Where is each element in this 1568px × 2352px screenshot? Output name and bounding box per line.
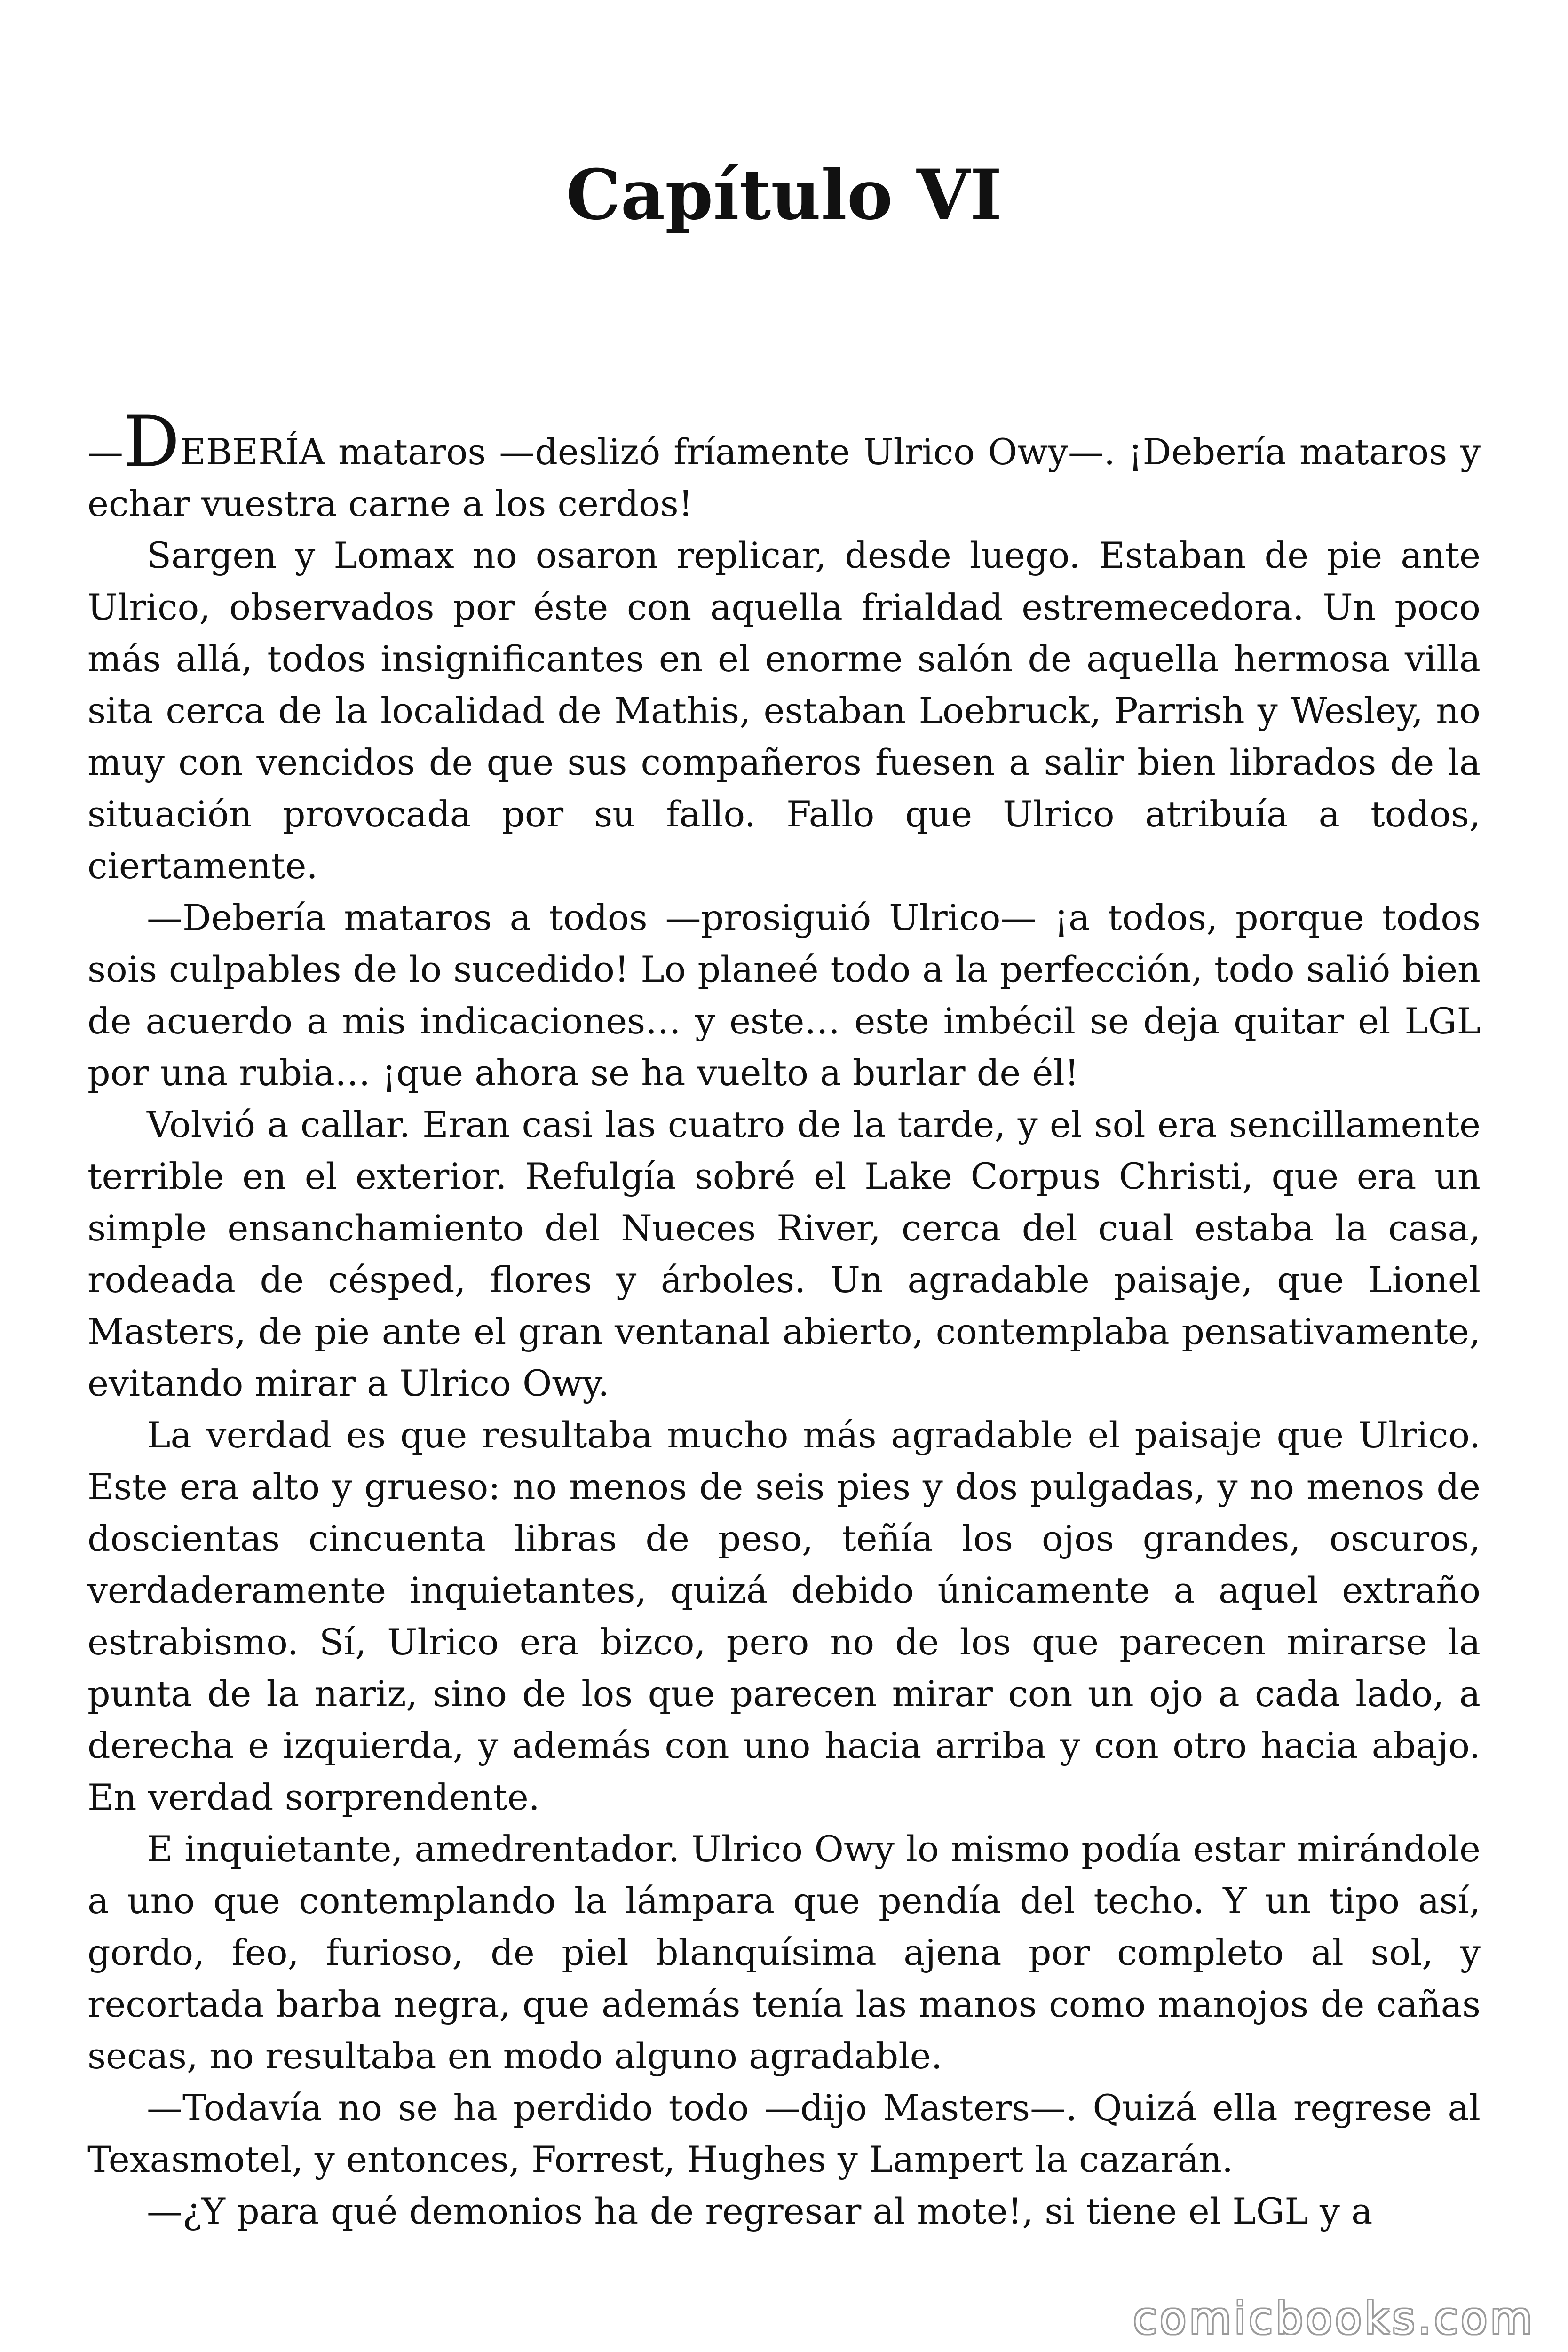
chapter-title: Capítulo VI [566, 155, 1002, 235]
opening-dash: — [87, 431, 123, 473]
opening-paragraph [87, 401, 1481, 530]
paragraph: E inquietante, amedrentador. Ulrico Owy lo mismo podía estar mirándole a uno que contemplando la lámpara que pendía del techo. Y un tipo así, gordo, feo, furioso, de piel blanquísima ajena por completo al sol, y recortada barba negra, que además tenía las manos como manojos de cañas secas, no resultaba en modo alguno agradable. [87, 1828, 1481, 2077]
watermark: comicbooks.com [1133, 2293, 1535, 2344]
paragraph: Volvió a callar. Eran casi las cuatro de la tarde, y el sol era sencillamente terrible en el exterior. Refulgía sobré el Lake Corpus Christi, que era un simple ensanchamiento del Nueces River, cerca del cual estaba la casa, rodeada de césped, flores y árboles. Un agradable paisaje, que Lionel Masters, de pie ante el gran ventanal abierto, contemplaba pensativamente, evitando mirar a Ulrico Owy. [87, 1104, 1481, 1404]
paragraph: Sargen y Lomax no osaron replicar, desde luego. Estaban de pie ante Ulrico, observados por éste con aquella frialdad estremecedora. Un poco más allá, todos insignificantes en el enorme salón de aquella hermosa villa sita cerca de la localidad de Mathis, estaban Loebruck, Parrish y Wesley, no muy con vencidos de que sus compañeros fuesen a salir bien librados de la situación provocada por su fallo. Fallo que Ulrico atribuía a todos, ciertamente. [87, 534, 1481, 887]
opening-smallcaps: EBERÍA [180, 431, 325, 473]
paragraph: La verdad es que resultaba mucho más agradable el paisaje que Ulrico. Este era alto y grueso: no menos de seis pies y dos pulgadas, y no menos de doscientas cincuenta libras de peso, teñía los ojos grandes, oscuros, verdaderamente inquietantes, quizá debido únicamente a aquel extraño estrabismo. Sí, Ulrico era bizco, pero no de los que parecen mirarse la punta de la nariz, sino de los que parecen mirar con un ojo a cada lado, a derecha e izquierda, y además con uno hacia arriba y con otro hacia abajo. En verdad sorprendente. [87, 1414, 1481, 1818]
paragraph: —Todavía no se ha perdido todo —dijo Masters—. Quizá ella regrese al Texasmotel, y entonces, Forrest, Hughes y Lampert la cazarán. [87, 2087, 1481, 2180]
paragraph: —¿Y para qué demonios ha de regresar al mote!, si tiene el LGL y a [147, 2190, 1373, 2232]
paragraph: —Debería mataros a todos —prosiguió Ulrico— ¡a todos, porque todos sois culpables de lo sucedido! Lo planeé todo a la perfección, todo salió bien de acuerdo a mis indicaciones… y este… este imbécil se deja quitar el LGL por una rubia… ¡que ahora se ha vuelto a burlar de él! [87, 897, 1481, 1094]
drop-cap: D [123, 401, 180, 483]
opening-text: mataros —deslizó fríamente Ulrico Owy—. ¡Debería mataros y echar vuestra carne a los cerdos! [87, 431, 1481, 524]
chapter-body [87, 401, 1481, 2237]
